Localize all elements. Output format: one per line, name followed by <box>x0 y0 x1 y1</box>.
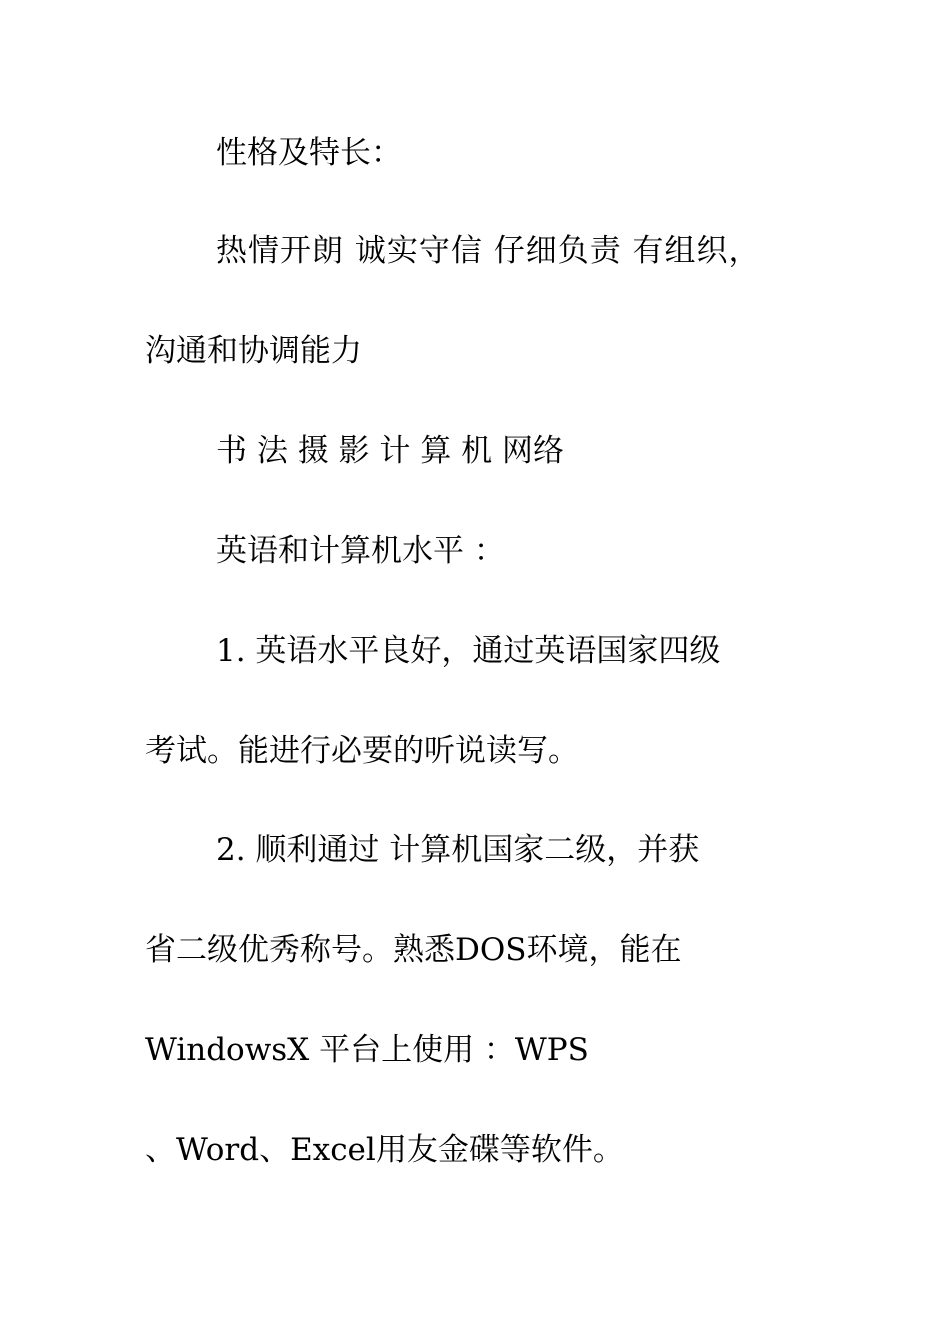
skill-item-2-line-2: 省二级优秀称号。熟悉DOS环境，能在 <box>145 932 682 968</box>
skill-item-1-line-2: 考试。能进行必要的听说读写。 <box>145 733 579 769</box>
hobbies-line: 书 法 摄 影 计 算 机 网络 <box>216 433 564 469</box>
section-heading-skills: 英语和计算机水平 ： <box>216 533 505 569</box>
personality-traits-line-2: 沟通和协调能力 <box>145 333 362 369</box>
skill-item-1-line-1: 1. 英语水平良好，通过英语国家四级 <box>216 633 721 669</box>
skill-item-2-line-3: WindowsX 平台上使用 ：WPS <box>145 1032 589 1068</box>
skill-item-2-line-4: 、Word、Excel用友金碟等软件。 <box>145 1132 624 1168</box>
skill-item-2-line-1: 2. 顺利通过 计算机国家二级，并获 <box>216 832 700 868</box>
section-heading-personality: 性格及特长： <box>216 135 402 171</box>
personality-traits-line-1: 热情开朗 诚实守信 仔细负责 有组织， <box>216 233 761 269</box>
